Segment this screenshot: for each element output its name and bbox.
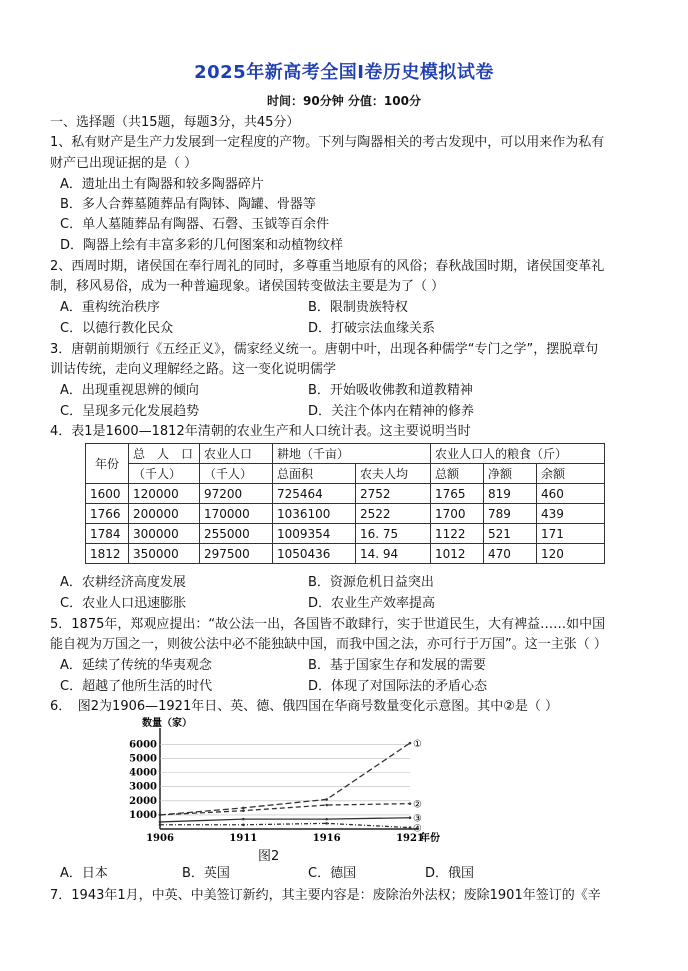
table-header-land-per: 农夫人均: [356, 464, 431, 484]
table-header-grain: 农业人口人的粮食（斤）: [431, 444, 605, 464]
q1-stem-line1: 1、私有财产是生产力发展到一定程度的产物。下列与陶器相关的考古发现中，可以用来作为私有: [50, 135, 605, 150]
table-header-grain-surplus: 余额: [537, 464, 605, 484]
cell: 120000: [129, 484, 200, 504]
q2-stem-line2: 制，移风易俗，成为一种普遍现象。诸侯国转变做法主要是为了（ ）: [50, 279, 445, 294]
q6-stem-line1: 6． 图2为1906—1921年日、英、德、俄四国在华商号数量变化示意图。其中②是（ ）: [50, 699, 558, 714]
q2-stem-line1: 2、西周时期，诸侯国在奉行周礼的同时，多尊重当地原有的风俗；春秋战国时期，诸侯国变革礼: [50, 259, 605, 274]
q2-option-a[interactable]: A．重构统治秩序: [60, 300, 160, 315]
cell: 200000: [129, 504, 200, 524]
series-line: [160, 823, 410, 827]
cell: 725464: [273, 484, 356, 504]
cell: 255000: [200, 524, 273, 544]
data-point: [325, 804, 328, 807]
cell: 297500: [200, 544, 273, 564]
table-row: [86, 484, 605, 504]
cell: 97200: [200, 484, 273, 504]
q6-option-b[interactable]: B．英国: [182, 866, 230, 881]
cell: 120: [537, 544, 605, 564]
y-tick-label: 3000: [129, 781, 157, 793]
exam-subtitle: 时间：90分钟 分值：100分: [267, 94, 421, 108]
q2-option-b[interactable]: B．限制贵族特权: [308, 300, 408, 315]
y-tick-label: 2000: [129, 795, 157, 807]
q3-option-d[interactable]: D．关注个体内在精神的修养: [308, 404, 475, 419]
data-point: [242, 823, 245, 826]
cell: 2752: [356, 484, 431, 504]
q4-stats-table: [85, 443, 605, 564]
q3-option-c[interactable]: C．呈现多元化发展趋势: [60, 404, 200, 419]
cell: 1700: [431, 504, 484, 524]
cell: 1050436: [273, 544, 356, 564]
data-point: [409, 816, 412, 819]
cell: 439: [537, 504, 605, 524]
figure-caption: 图2: [258, 849, 280, 864]
q7-stem-line1: 7．1943年1月，中英、中美签订新约，其主要内容是：废除治外法权；废除1901年签订的《辛: [50, 888, 601, 903]
cell: 300000: [129, 524, 200, 544]
data-point: [409, 742, 412, 745]
table-header-agri-pop: 农业人口: [200, 444, 273, 464]
q5-option-d[interactable]: D．体现了对国际法的矛盾心态: [308, 679, 488, 694]
q6-option-d[interactable]: D．俄国: [425, 866, 475, 881]
q4-option-d[interactable]: D．农业生产效率提高: [308, 596, 436, 611]
table-header-agri-pop-unit: （千人）: [200, 464, 273, 484]
series-label: ④: [413, 823, 422, 835]
x-axis-label: 年份: [420, 833, 440, 844]
cell: 350000: [129, 544, 200, 564]
series-label: ③: [413, 813, 422, 825]
cell: 789: [484, 504, 537, 524]
table-header-grain-net: 净额: [484, 464, 537, 484]
x-tick-label: 1911: [229, 833, 258, 844]
cell: 1012: [431, 544, 484, 564]
series-label: ①: [413, 739, 422, 751]
table-header-land: 耕地（千亩）: [273, 444, 431, 464]
data-point: [409, 802, 412, 805]
cell: 521: [484, 524, 537, 544]
y-tick-label: 1000: [129, 809, 157, 821]
q3-option-a[interactable]: A．出现重视思辨的倾向: [60, 383, 199, 398]
data-point: [242, 809, 245, 812]
data-point: [325, 818, 328, 821]
cell: 171: [537, 524, 605, 544]
q6-option-a[interactable]: A．日本: [60, 866, 108, 881]
data-point: [325, 798, 328, 801]
x-tick-label: 1921: [396, 833, 424, 844]
exam-title: 2025年新高考全国Ⅰ卷历史模拟试卷: [194, 62, 494, 83]
q6-line-chart: [120, 714, 460, 844]
q2-option-d[interactable]: D．打破宗法血缘关系: [308, 321, 436, 336]
table-header-grain-total: 总额: [431, 464, 484, 484]
q3-stem-line1: 3．唐朝前期颁行《五经正义》，儒家经义统一。唐朝中叶，出现各种儒学“专门之学”，摆脱章句: [50, 342, 599, 357]
q6-option-c[interactable]: C．德国: [308, 866, 357, 881]
table-row: [86, 524, 605, 544]
y-tick-label: 5000: [129, 753, 157, 765]
q4-stem-line1: 4．表1是1600—1812年清朝的农业生产和人口统计表。这主要说明当时: [50, 424, 471, 439]
table-header-total-pop-unit: （千人）: [129, 464, 200, 484]
table-row: [86, 504, 605, 524]
x-tick-label: 1916: [312, 833, 341, 844]
q1-option-b[interactable]: B．多人合葬墓随葬品有陶钵、陶罐、骨器等: [60, 197, 316, 212]
cell: 470: [484, 544, 537, 564]
q5-stem-line2: 能自视为万国之一，则彼公法中必不能独缺中国，而我中国之法，亦可行于万国”。这一主张（ ）: [50, 637, 607, 652]
data-point: [159, 823, 162, 826]
y-tick-label: 4000: [129, 767, 157, 779]
cell: 819: [484, 484, 537, 504]
cell: 1122: [431, 524, 484, 544]
q3-stem-line2: 训诂传统，走向义理解经之路。这一变化说明儒学: [50, 362, 337, 377]
cell: 1009354: [273, 524, 356, 544]
data-point: [409, 826, 412, 829]
data-point: [159, 821, 162, 824]
cell: 16. 75: [356, 524, 431, 544]
table-row: [86, 544, 605, 564]
section-heading: 一、选择题（共15题，每题3分，共45分）: [50, 115, 300, 130]
cell: 1812: [86, 544, 129, 564]
q5-option-c[interactable]: C．超越了他所生活的时代: [60, 679, 213, 694]
series-line: [160, 818, 410, 822]
cell: 1766: [86, 504, 129, 524]
cell: 1765: [431, 484, 484, 504]
q1-option-c[interactable]: C．单人墓随葬品有陶器、石磬、玉钺等百余件: [60, 217, 330, 232]
q5-option-a[interactable]: A．延续了传统的华夷观念: [60, 658, 212, 673]
data-point: [242, 818, 245, 821]
q1-option-a[interactable]: A．遗址出土有陶器和较多陶器碎片: [60, 177, 264, 192]
cell: 170000: [200, 504, 273, 524]
q3-option-b[interactable]: B．开始吸收佛教和道教精神: [308, 383, 473, 398]
series-line: [160, 804, 410, 815]
data-point: [159, 814, 162, 817]
cell: 14. 94: [356, 544, 431, 564]
data-point: [242, 807, 245, 810]
table-header-total-pop: 总 人 口: [129, 444, 200, 464]
cell: 1036100: [273, 504, 356, 524]
q1-option-d[interactable]: D．陶器上绘有丰富多彩的几何图案和动植物纹样: [60, 238, 344, 253]
cell: 1600: [86, 484, 129, 504]
q4-option-b[interactable]: B．资源危机日益突出: [308, 575, 434, 590]
cell: 1784: [86, 524, 129, 544]
q4-option-c[interactable]: C．农业人口迅速膨胀: [60, 596, 187, 611]
x-tick-label: 1906: [146, 833, 174, 844]
y-axis-label: 数量（家）: [142, 718, 192, 729]
data-point: [325, 822, 328, 825]
table-header-land-total: 总面积: [273, 464, 356, 484]
series-label: ②: [413, 799, 422, 811]
q4-option-a[interactable]: A．农耕经济高度发展: [60, 575, 186, 590]
q5-option-b[interactable]: B．基于国家生存和发展的需要: [308, 658, 486, 673]
q5-stem-line1: 5．1875年，郑观应提出：“故公法一出，各国皆不敢肆行，实于世道民生，大有裨益……如中国: [50, 617, 606, 632]
y-tick-label: 6000: [129, 739, 157, 751]
q2-option-c[interactable]: C．以德行教化民众: [60, 321, 174, 336]
cell: 2522: [356, 504, 431, 524]
cell: 460: [537, 484, 605, 504]
q1-stem-line2: 财产已出现证据的是（ ）: [50, 156, 198, 171]
table-header-year: 年份: [86, 444, 129, 484]
